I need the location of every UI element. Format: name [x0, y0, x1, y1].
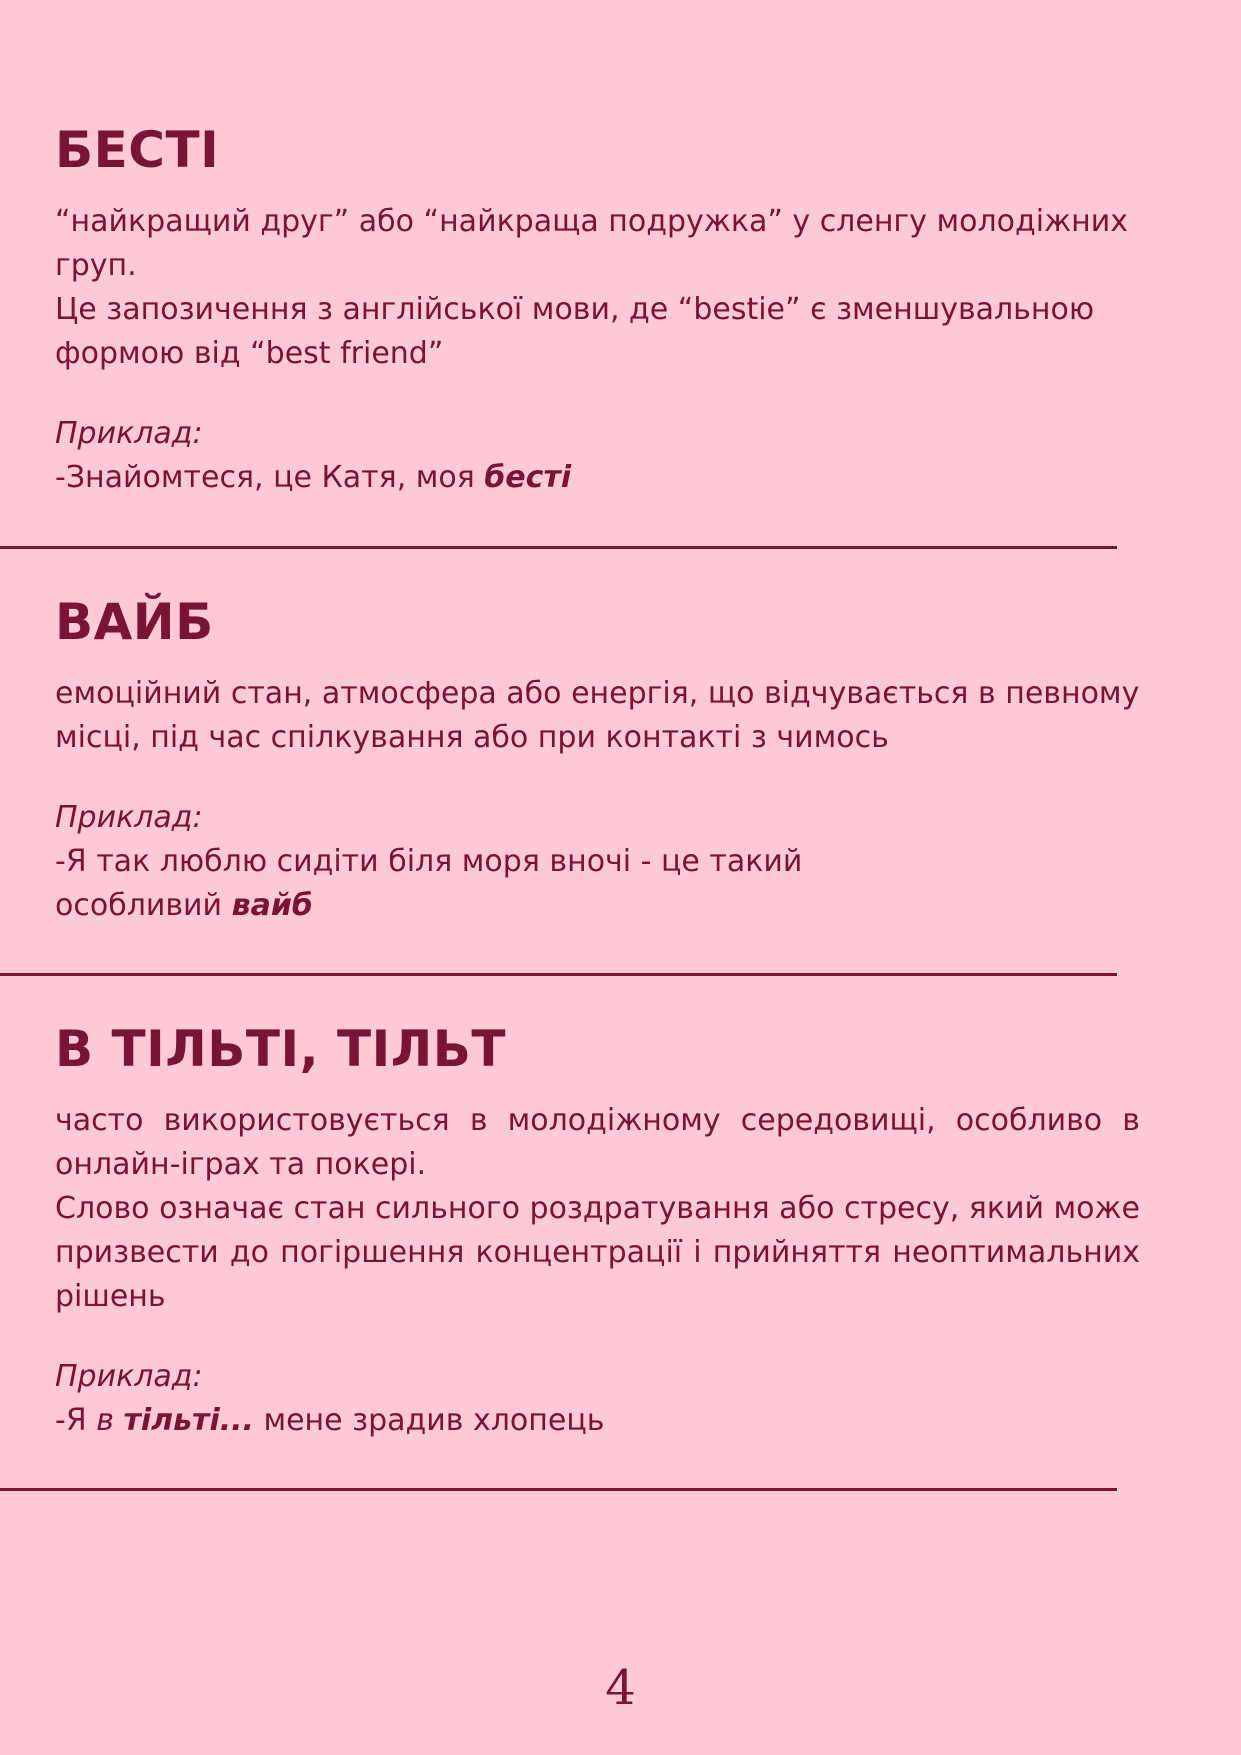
- example-text-before: -Я: [55, 1403, 97, 1438]
- entry-definition: [55, 672, 1140, 760]
- entry-title: ВАЙБ: [55, 593, 214, 651]
- definition-paragraph: Це запозичення з англійської мови, де “bestie” є зменшувальною формою від “best friend”: [55, 292, 1095, 371]
- definition-paragraph: Слово означає стан сильного роздратування або стресу, який може призвести до погіршення концентрації і прийняття неоптимальних рішень: [55, 1191, 1140, 1314]
- example-text-after: мене зрадив хлопець: [253, 1403, 605, 1438]
- section-divider: [0, 546, 1117, 549]
- example-term-prefix: в: [96, 1403, 124, 1438]
- example-text-before: -Знайомтеся, це Катя, моя: [55, 460, 485, 495]
- definition-paragraph: часто використовується в молодіжному середовищі, особливо в онлайн-іграх та покері.: [55, 1103, 1140, 1182]
- example-label: Приклад:: [55, 800, 203, 835]
- entry-besti: [55, 120, 1140, 500]
- section-divider: [0, 973, 1117, 976]
- entry-title: БЕСТІ: [55, 121, 220, 179]
- entry-title: В ТІЛЬТІ, ТІЛЬТ: [55, 1020, 506, 1078]
- entry-definition: [55, 200, 1140, 376]
- section-divider: [0, 1488, 1117, 1491]
- example-text: [55, 884, 1140, 928]
- example-term: тільті...: [123, 1403, 254, 1438]
- entry-vaib: [55, 592, 1140, 928]
- example-label: Приклад:: [55, 416, 203, 451]
- example-text-before: особливий: [55, 888, 232, 923]
- definition-paragraph: емоційний стан, атмосфера або енергія, що відчувається в певному місці, під час спілкування або при контакті з чимось: [55, 676, 1140, 755]
- example-text: [55, 1399, 1140, 1443]
- definition-paragraph: “найкращий друг” або “найкраща подружка” у сленгу молодіжних груп.: [55, 204, 1128, 283]
- page-number: 4: [605, 1660, 636, 1716]
- example-text-line: -Я так люблю сидіти біля моря вночі - це такий: [55, 844, 803, 879]
- example-text: [55, 456, 1140, 500]
- entry-definition: [55, 1099, 1140, 1319]
- example-label: Приклад:: [55, 1359, 203, 1394]
- example-term: бесті: [484, 460, 572, 495]
- example-term: вайб: [231, 888, 313, 923]
- entry-tilt: [55, 1019, 1140, 1443]
